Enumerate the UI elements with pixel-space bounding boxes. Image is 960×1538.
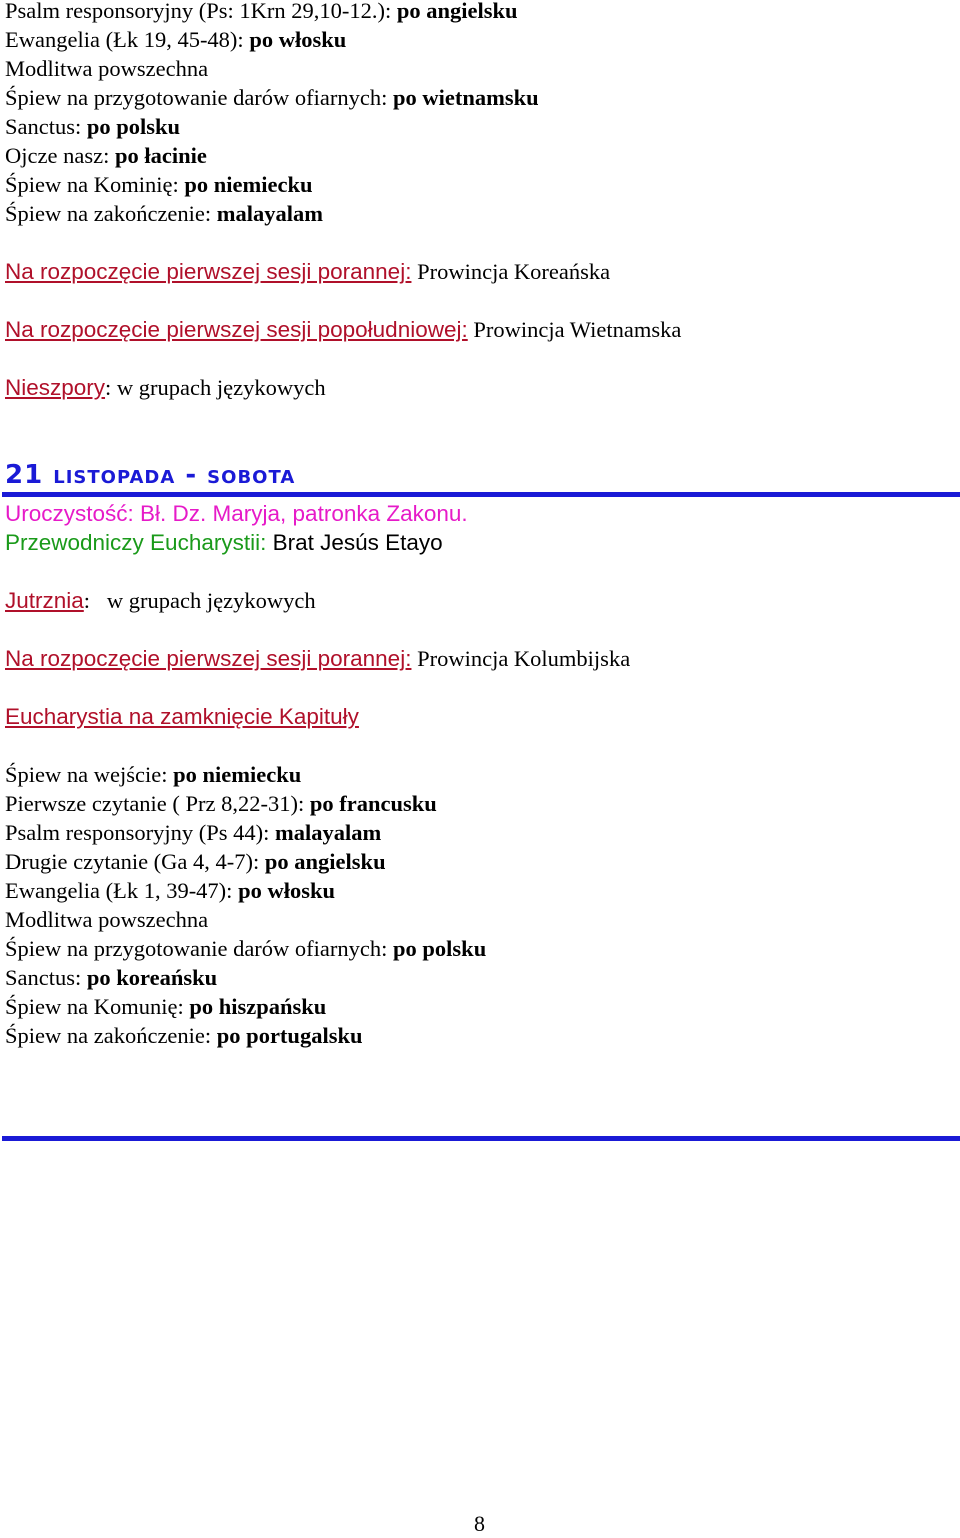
line-value: po angielsku: [396, 0, 518, 23]
session-heading: Na rozpoczęcie pierwszej sesji popołudniowej:: [5, 317, 468, 342]
session-text: : w grupach językowych: [83, 588, 316, 613]
session-heading: Na rozpoczęcie pierwszej sesji porannej:: [5, 646, 412, 671]
line-value: po koreańsku: [86, 965, 218, 990]
solemnity-line: Uroczystość: Bł. Dz. Maryja, patronka Zakonu.: [5, 501, 468, 526]
line-label: Śpiew na przygotowanie darów ofiarnych:: [5, 936, 394, 961]
session-line: [5, 315, 681, 344]
session-text: Prowincja Wietnamska: [467, 317, 682, 342]
line-value: po francusku: [309, 791, 437, 816]
line-label: Śpiew na zakończenie:: [5, 1023, 217, 1048]
liturgy-line: [5, 847, 386, 876]
liturgy-line: [5, 905, 208, 934]
liturgy-line: [5, 963, 217, 992]
line-label: Psalm responsoryjny (Ps: 1Krn 29,10-12.):: [5, 0, 397, 23]
line-value: po polsku: [86, 114, 181, 139]
liturgy-line: [5, 141, 207, 170]
liturgy-line: [5, 934, 486, 963]
presider-label: Przewodniczy Eucharystii:: [5, 530, 273, 555]
session-text: Prowincja Kolumbijska: [411, 646, 631, 671]
line-label: Ewangelia (Łk 1, 39-47):: [5, 878, 239, 903]
session-line: [5, 586, 316, 615]
session-text: : w grupach językowych: [105, 375, 326, 400]
liturgy-line: [5, 760, 301, 789]
session-line: [5, 702, 359, 731]
line-value: po włosku: [249, 27, 347, 52]
line-value: malayalam: [216, 201, 324, 226]
line-value: po polsku: [393, 936, 487, 961]
session-heading: Na rozpoczęcie pierwszej sesji porannej:: [5, 259, 412, 284]
presider-name: Brat Jesús Etayo: [272, 530, 443, 555]
line-value: po angielsku: [264, 849, 386, 874]
line-value: po hiszpańsku: [189, 994, 327, 1019]
section-divider: [2, 1136, 960, 1141]
line-label: Modlitwa powszechna: [5, 907, 209, 932]
liturgy-line: [5, 1021, 362, 1050]
session-heading: Nieszpory: [5, 375, 106, 400]
line-label: Śpiew na Kominię:: [5, 172, 185, 197]
line-value: po niemiecku: [184, 172, 313, 197]
line-label: Sanctus:: [5, 965, 87, 990]
session-line: [5, 257, 610, 286]
liturgy-line: [5, 83, 539, 112]
liturgy-line: [5, 112, 180, 141]
line-value: po łacinie: [114, 143, 207, 168]
liturgy-line: [5, 789, 437, 818]
line-label: Psalm responsoryjny (Ps 44):: [5, 820, 275, 845]
liturgy-line: [5, 818, 381, 847]
liturgy-line: [5, 992, 326, 1021]
line-label: Sanctus:: [5, 114, 87, 139]
liturgy-line: [5, 0, 518, 25]
page-number: 8: [474, 1511, 485, 1536]
liturgy-line: [5, 54, 208, 83]
session-heading: Jutrznia: [5, 588, 84, 613]
line-label: Śpiew na przygotowanie darów ofiarnych:: [5, 85, 394, 110]
session-line: [5, 373, 326, 402]
presider-line: [5, 528, 443, 557]
line-value: po włosku: [238, 878, 335, 903]
line-value: po niemiecku: [173, 762, 302, 787]
line-label: Ewangelia (Łk 19, 45-48):: [5, 27, 250, 52]
session-heading: Eucharystia na zamknięcie Kapituły: [5, 704, 359, 729]
session-line: [5, 644, 630, 673]
day-title: 21 listopada - sobota: [5, 460, 296, 490]
liturgy-line: [5, 170, 313, 199]
line-label: Śpiew na Komunię:: [5, 994, 190, 1019]
line-label: Śpiew na wejście:: [5, 762, 174, 787]
line-value: po wietnamsku: [393, 85, 539, 110]
line-label: Pierwsze czytanie ( Prz 8,22-31):: [5, 791, 310, 816]
line-label: Drugie czytanie (Ga 4, 4-7):: [5, 849, 265, 874]
line-value: po portugalsku: [216, 1023, 363, 1048]
session-text: Prowincja Koreańska: [411, 259, 611, 284]
line-label: Ojcze nasz:: [5, 143, 115, 168]
liturgy-line: [5, 876, 335, 905]
section-divider: [2, 492, 960, 497]
liturgy-line: [5, 25, 346, 54]
line-value: malayalam: [275, 820, 382, 845]
line-label: Modlitwa powszechna: [5, 56, 209, 81]
liturgy-line: [5, 199, 323, 228]
line-label: Śpiew na zakończenie:: [5, 201, 217, 226]
